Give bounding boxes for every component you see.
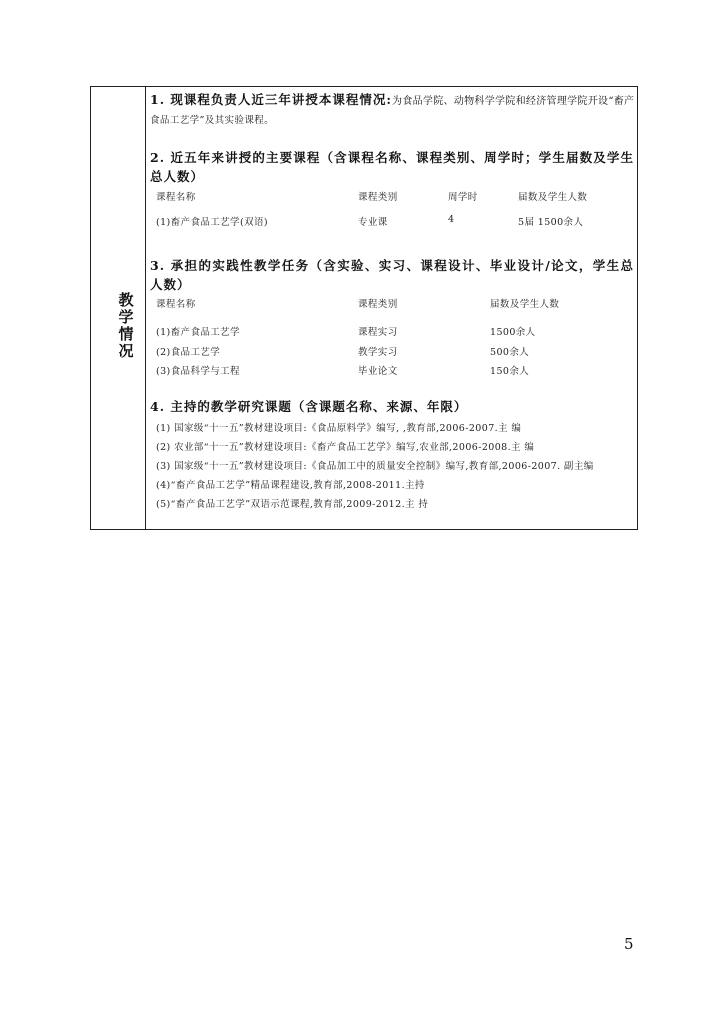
page-number: 5 bbox=[624, 935, 634, 953]
table-cell: (1)畜产食品工艺学 bbox=[156, 327, 240, 338]
table-cell: (1)畜产食品工艺学(双语) bbox=[156, 217, 268, 228]
table-cell: 1500余人 bbox=[490, 327, 536, 338]
section1-desc-line1: 为食品学院、动物科学学院和经济管理学院开设“畜产 bbox=[392, 96, 635, 107]
list-item: (5)“畜产食品工艺学”双语示范课程,教育部,2009-2012.主 持 bbox=[156, 499, 429, 510]
side-label-char: 况 bbox=[118, 342, 134, 360]
side-label-char: 学 bbox=[118, 308, 134, 326]
list-item: (1) 国家级“十一五”教材建设项目:《食品原料学》编写, ,教育部,2006-2007.主 编 bbox=[156, 423, 522, 434]
table-cell: 4 bbox=[448, 214, 455, 225]
table-cell: 课程实习 bbox=[358, 327, 398, 338]
column-divider bbox=[145, 86, 146, 530]
table-cell: 教学实习 bbox=[358, 347, 398, 358]
table-cell: 500余人 bbox=[490, 347, 530, 358]
list-item: (3) 国家级“十一五”教材建设项目:《食品加工中的质量安全控制》编写,教育部,2006-2007. 副主编 bbox=[156, 461, 594, 472]
section1-heading bbox=[150, 90, 634, 111]
section2-header-hours: 周学时 bbox=[448, 192, 478, 203]
table-cell: 150余人 bbox=[490, 366, 530, 377]
section4-heading: 4. 主持的教学研究课题（含课题名称、来源、年限） bbox=[150, 399, 468, 414]
section3-header-type: 课程类别 bbox=[358, 299, 398, 310]
section3-header-name: 课程名称 bbox=[156, 299, 196, 310]
side-label-char: 教 bbox=[118, 291, 134, 309]
side-label bbox=[116, 292, 136, 360]
section2-header-type: 课程类别 bbox=[358, 192, 398, 203]
table-cell: 专业课 bbox=[358, 217, 388, 228]
list-item: (2) 农业部“十一五”教材建设项目:《畜产食品工艺学》编写,农业部,2006-2008.主 编 bbox=[156, 442, 535, 453]
list-item: (4)“畜产食品工艺学”精品课程建设,教育部,2008-2011.主持 bbox=[156, 480, 425, 491]
section2-header-name: 课程名称 bbox=[156, 192, 196, 203]
section2-heading: 2. 近五年来讲授的主要课程（含课程名称、课程类别、周学时；学生届数及学生总人数） bbox=[150, 150, 634, 184]
section3-header-count: 届数及学生人数 bbox=[490, 299, 560, 310]
table-cell: 毕业论文 bbox=[358, 366, 398, 377]
section2-header-count: 届数及学生人数 bbox=[518, 192, 588, 203]
table-cell: (3)食品科学与工程 bbox=[156, 366, 240, 377]
section1-heading-text: 1. 现课程负责人近三年讲授本课程情况: bbox=[150, 92, 393, 107]
side-label-char: 情 bbox=[118, 325, 134, 343]
table-cell: (2)食品工艺学 bbox=[156, 347, 221, 358]
section1-desc-line2: 食品工艺学”及其实验课程。 bbox=[150, 115, 275, 126]
section3-heading: 3. 承担的实践性教学任务（含实验、实习、课程设计、毕业设计/论文，学生总人数） bbox=[150, 258, 634, 292]
table-cell: 5届 1500余人 bbox=[518, 217, 584, 228]
